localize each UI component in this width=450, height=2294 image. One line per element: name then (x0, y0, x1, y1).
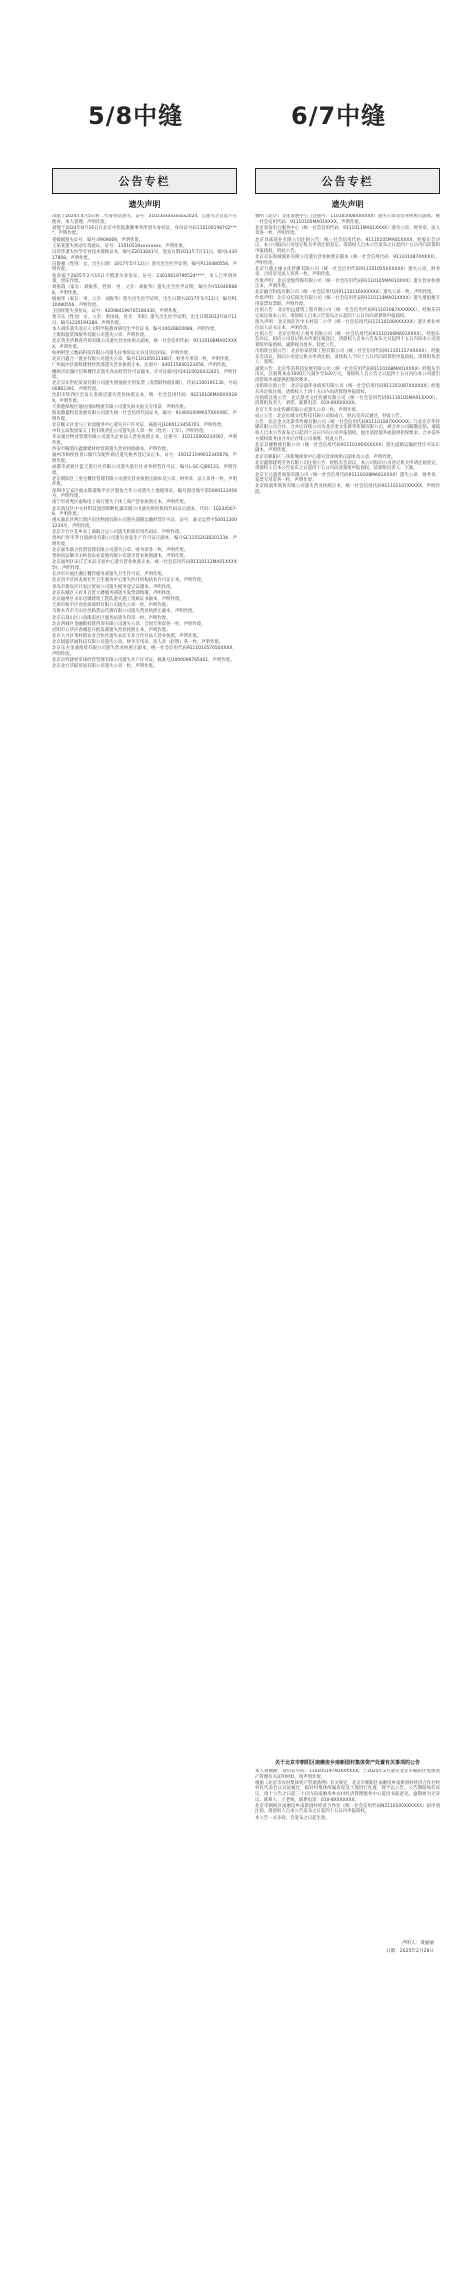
notice-item: 杨丽华（家长：男，父亲：刘振华）遗失出生医学证明，出生日期为2017年5月12日，编号P110480556，声明作废。 (52, 297, 237, 308)
notice-item: 华安福达物业管理有限公司遗失企业法人营业执照正本，注册号：310115000234567，声明作废。 (52, 435, 237, 446)
notice-item: 冯俊强（性别：女，出生日期：2017年5月12日）遗失出生医学证明，编号P110480556，声明作废。 (52, 261, 237, 273)
notice-item: 北京天华文化传播有限公司遗失公章一枚，声明作废。 (255, 407, 361, 413)
notice-item: 北京京西建材市场经营管理有限公司遗失开户许可证，核准号J1000098765401，声明作废。 (52, 658, 235, 664)
notice-item: 王国祥遗失身份证，证号：420984199705184430，声明作废。 (52, 308, 182, 314)
notice-item: 减资公告：北京华美科技发展有限公司（统一社会信用代码91110108MA01XXXX）经股东会决议，注册资本由1000万元减少至100万元，请债权人自公告之日起四十五日内向本公司提出清偿债务或提供担保的要求。 (255, 366, 440, 383)
notice-item: 广州南沙区新辉建材经营部遗失营业执照正本，注册号：440115600123456，声明作废。 (52, 363, 231, 369)
notice-item: 北京易发电力服务中心（统一社会信用代码：9111011MA01XXXX）遗失公章、财务章、法人章各一枚，声明作废。 (255, 225, 440, 237)
notice-item: 北京天元盛世商贸有限公司（统一社会信用代码91110108MA01XXXX）遗失公章、财务章、发票专用章各一枚，声明作废。 (255, 472, 440, 484)
notice-item: 北京昇威商业有限公司注销公告：统一社会信用代码：91110105MA01XXXX，经股东会决议，本公司拟向公司登记机关申请注销登记，请债权人自本公告发布之日起四十五日内向清算组申报债权，特此公告。 (255, 237, 440, 254)
notice-item: 作废声明：北京金悦传媒有限公司（统一社会信用代码91110105MA01XXXX）遗失营业执照正本，声明作废。 (255, 278, 440, 290)
left-panel-subhead: 遗失声明 (128, 200, 161, 209)
notice-item: 黄卫东（性别：女，父亲：黄国成，母亲：李娟）遗失出生医学证明，出生日期2012年8月11日，编号L230194384，声明作废。 (52, 315, 237, 326)
left-notice-body (52, 214, 237, 1894)
right-panel-header: 公告专栏 (255, 168, 440, 194)
notice-item: 遗失声明：北京海淀区中关村第二小学（统一社会信用代码12110108XXXXXX）遗失事业单位法人证书正本，声明作废。 (255, 320, 440, 331)
notice-item: 北京朝阳区三里屯餐饮管理有限公司遗失营业执照正副本及公章、财务章、法人章各一枚，声明作废。 (52, 476, 237, 488)
left-column-title: 5/8中缝 (88, 102, 184, 130)
notice-item: 深圳市宝安区福永街道和平社区股份合作公司遗失土地使用证，编号深房地字第5000123456号，声明作废。 (52, 488, 237, 500)
notice-item: 北京英杰华教育咨询有限公司遗失营业执照正副本，统一社会信用代码：91110108MA01XXXX，声明作废。 (52, 339, 237, 350)
notice-item: 吊销转注销公告：北京晨光文化传播有限公司（统一社会信用代码91110105MA01XXXX），清算组负责人：刘伟，联系电话：010-8XXXXXXX。 (255, 395, 440, 407)
notice-item: 北京市朝阳区南磨房乡南新园村经济合作社（统一社会信用代码N2110105XXXXXX）拟申请注销，请债权人自本公告发布之日起四十五日内申报债权。 (255, 1803, 440, 1815)
notice-item: 吊销转注销公告：北京安盛伟业商贸有限公司（统一社会信用代码911101087XXXXXX）经股东决定拟注销，请债权人于四十五日内向清算组申报债权。 (255, 383, 440, 395)
notice-item: 北京东方金诚商贸有限公司遗失营业执照正副本，统一社会信用代码911101057650XXXX，声明作废。 (52, 646, 237, 658)
notice-item: 乌鲁木齐市天山区丝路货运代理有限公司遗失营业执照正副本，声明作废。 (52, 609, 197, 615)
notice-item: 青岛市黄岛区开发区贸易公司遗失税务登记证副本，声明作废。 (52, 584, 175, 590)
notice-item: 姜媛媛遗失证号：编号:0909069，声明作废。 (52, 237, 144, 243)
notice-item: 本人胡洋遗失北京人文科学院教育研究生学位证书，编号10028820088，声明作废。 (52, 326, 219, 332)
notice-item: 西安市雁塔区鑫源建材经营部遗失营业执照副本，声明作废。 (52, 447, 171, 452)
notice-item: 北京嘉华联合投资管理有限公司遗失公章、财务章各一枚，声明作废。 (52, 548, 189, 554)
notice-item: 北京昌平区回龙观社区卫生服务中心遗失医疗机构执业许可证正本，声明作废。 (52, 578, 206, 584)
notice-item: 杭州阿里云数码科技有限公司遗失民事诉讼文书及送达回证，声明作废。 (52, 350, 193, 356)
notice-item: 北京鑫源建筑劳务有限公司注销公告：经股东会决议，本公司拟向公司登记机关申请注销登记，请债权人自本公告发布之日起四十五日内向清算组申报债权。清算组负责人：王强。 (255, 460, 440, 472)
notice-item: 上海海盈装饰服务有限公司遗失公章，声明作废。 (52, 333, 149, 338)
right-notice-column (255, 168, 440, 1955)
notice-item: 长沙市开福区湘江餐饮服务部遗失卫生许可证，声明作废。 (52, 572, 167, 578)
notice-item: 北京石景山区八角街道社区服务站遗失印章一枚，声明作废。 (52, 615, 171, 621)
notice-item: 张春霞于2025年2月15日不慎遗失身份证，证号：23010619790524****，本人已申请补领，原证作废。 (52, 273, 237, 285)
notice-item: 北京通州区宋庄艺术品交易中心遗失营业执照正本，统一社会信用代码91110112MA01XXXX5Y，声明作废。 (52, 560, 237, 571)
notice-item: 北京融合科技有限公司（统一社会信用代码91110116XXXXXX）遗失公章一枚，声明作废。 (255, 290, 436, 296)
notice-item: 成都市武侯区蓝天旅行社有限公司遗失旅行社业务经营许可证，编号L-SC-CJ00123，声明作废。 (52, 464, 237, 476)
notice-item: 贵州省安顺市关岭县农业发展有限公司遗失营业执照副本，声明作废。 (52, 554, 189, 560)
notice-item: 北京京东海域商业有限公司遗失营业执照正副本（统一社会信用代码：911101087XXXXX），声明作废。 (255, 254, 440, 266)
notice-item: 注销公告：北京京铁电子商务有限公司（统一社会信用代码91110106MA01XXXX），经股东会决议，拟向公司登记机关申请注销登记，请债权人自本公告发布之日起四十五日内向本公司清算组申报债权，逾期视为放弃。特此公告。 (255, 331, 440, 348)
signature-name: 声明人：黄丽丽 (401, 1941, 434, 1946)
notice-item: 北京百鑫合一置业有限公司遗失公章，编号1101050313867，财务专用章一枚，声明作废。 (52, 357, 234, 363)
notice-item: 田晶于2024年4月5日将二代身份证遗失，证号：310230xxxxxxxx2024，自遗失之日起不在使用，本人管理，声明作废。 (52, 214, 237, 225)
notice-item: 北京市朝阳区三环新城商贸中心遗失营业执照正副本及公章，声明作废。 (255, 454, 396, 460)
notice-item: 北京大兴区黄村镇农业合作社遗失农民专业合作社法人营业执照，声明作废。 (52, 634, 202, 640)
notice-item: 沈阳市铁西区宏发五金商店遗失营业执照正本，统一社会信用代码：92210106MA0XXX28X，声明作废。 (52, 393, 237, 404)
notice-item: 雅明（北京）文化发展中心（注册号：110105008XXXXXX）遗失公章及营业执照正副本，统一社会信用代码：91110105MA01XXXX，声明作废。 (255, 214, 440, 225)
left-panel-header: 公告专栏 (52, 168, 237, 194)
signature-date: 日期：2025年2月28日 (385, 1949, 434, 1954)
notice-item: 郴州市北湖区信和餐饮店遗失食品经营许可证副本，许可证编号JY24310020432421，声明作废。 (52, 369, 237, 381)
right-panel-subhead: 遗失声明 (331, 200, 364, 209)
notice-item: 贵州仁怀市茅台镇酒业有限公司遗失食品生产许可证正副本，编号SC11552038201234，声明作废。 (52, 536, 237, 547)
notice-item: 天津港保税区通达国际物流有限公司遗失海关报关专用章，声明作废。 (52, 404, 189, 410)
right-column-title: 6/7中缝 (291, 102, 387, 130)
notice-item: 北京北方华联贸易有限公司遗失公章一枚，声明作废。 (52, 664, 158, 670)
notice-item: 北京九鼎之缘文化传播有限公司（统一社会信用代码911101055XXXXXX）遗失公章、财务章、合同章及法人章各一枚，声明作废。 (255, 266, 440, 278)
notice-item: 公告：北京金文化新华传媒有限公司（统一社会信用代码911101087XXXXXX）与北京京华传媒有限公司合并，合并后存续公司为北京金文化新华传媒有限公司，被合并公司解散注销。请债权人自本公告发布之日起四十五日内向公司申报债权，提出清偿债务或提供担保要求。合并前各方债权债务由合并后存续公司承继。特此公告。 (255, 419, 440, 442)
right-section2-title: 关于北京市朝阳区南磨房乡南新园村集体资产处置有关事项的公告 (274, 1760, 420, 1766)
notice-item: 冯伟华遗失医学专业技术资格证书，编号Z2013041号，签发日期2013年7月11日，编号L43017808，声明作废。 (52, 249, 237, 261)
notice-item: 刘建于2024年8月16日在北京中医院康顺事务所遗失身份证，身份证号码110106198702****，声明作废。 (52, 225, 237, 237)
notice-item: 王某某遗失机动车驾驶证，证号：11010519xxxxxxxx，声明作废。 (52, 243, 188, 249)
notice-item: 北京顺义区金马工业园服务中心遗失开户许可证，核准号J1000123456701，声明作废。 (52, 422, 226, 428)
notice-item: 昆明市五华区春城花卉批发部遗失营业执照正本，声明作废。 (52, 627, 171, 633)
notice-item: 北京海淀区中关村科技园创新孵化器有限公司遗失组织机构代码证正副本，代码：10234567-8，声明作废。 (52, 506, 237, 518)
notice-item: 根据《北京市农村集体资产管理条例》有关规定，北京市朝阳区南磨房乡南新园村经济合作社经村民代表会议讨论通过，拟对村集体所属房屋及土地进行处置，现予以公告。公告期间如有异议，请于公告之日起三十日内向南磨房乡农村经济管理服务中心提出书面意见。逾期视为无异议。联系人：王老师，联系电话：010-8XXXXXXX。 (255, 1780, 440, 1803)
notice-item: 北京国盛华通科技有限公司遗失公章、财务专用章、法人章（赵明）各一枚，声明作废。 (52, 640, 224, 646)
notice-item: 北京东城区王府井百货大楼服务部遗失发票领购簿，声明作废。 (52, 590, 175, 596)
notice-item: 中铁五局集团第五工程有限责任公司遗失法人章一枚（姓名：王军），声明作废。 (52, 429, 208, 435)
notice-item: 北京丰台区花乡农工商联合总公司遗失机构信用代码证，声明作废。 (52, 530, 184, 536)
notice-item: 海南鼎盛科技发展有限公司遗失统一社会信用代码证书，编号：91460100MA5TXXXX8C，声明作废。 (52, 411, 237, 422)
notice-item: 注销公告：北京恒远建筑工程有限公司（统一社会信用代码911101087XXXXXX），经股东决定拟注销本公司，请债权人自本公告发布之日起四十五日内向清算组申报债权。 (255, 308, 440, 319)
notice-item: 北京京城物流有限公司（统一社会信用代码91110106XXXXXX）遗失道路运输经营许可证正副本，声明作废。 (255, 442, 440, 454)
notice-item: 北京京东世纪贸易有限公司遗失增值税专用发票（发票联和抵扣联），代码1100191130，号码00862391，声明作废。 (52, 381, 237, 392)
notice-item: 北京海润华商贸有限公司遗失营业执照正本，统一社会信用代码911101147XXXXX，声明作废。 (255, 484, 440, 495)
notice-item: 北京通州区永乐店镇建筑工程队遗失施工资质证书副本，声明作废。 (52, 596, 184, 602)
notice-item: 重庆渝北区两江新区信达物流有限公司遗失道路运输经营许可证，证号：渝交运管字500112001234号，声明作废。 (52, 518, 237, 529)
notice-item: 刘振霞（家长：刘振伟，性别：男，父亲：刘振华）遗失出生医学证明，编号为Y110406888，声明作废。 (52, 285, 237, 296)
notice-item: 南宁市青秀区嘉和电子商行遗失个体工商户营业执照正本，声明作废。 (52, 500, 189, 506)
left-notice-column (52, 168, 237, 1894)
right-notice-body (255, 214, 440, 1754)
notice-item: 作废声明：北京众信阳光有限公司（统一社会信用代码91110114MA01XXXX）遗失增值税专用发票发票联，声明作废。 (255, 296, 440, 308)
right-section2-body (255, 1769, 440, 1939)
notice-item: 本人黄丽丽，身份证号码：110105197X0XXXXXX，于2025年2月遗失北京市朝阳区集体资产管理有关证明材料，现声明作废。 (255, 1769, 440, 1780)
notice-item: 天津市和平区劝业场商贸有限公司遗失公章一枚，声明作废。 (52, 603, 171, 609)
notice-item: 吊销转注销公告：北京恒泰装饰工程有限公司（统一社会信用代码911101157XXXXX），经股东会决议，拟向公司登记机关申请注销，请债权人于四十五日内向清算组申报债权。清算组负责人：张明。 (255, 349, 440, 366)
notice-item: 北京西城区金融街投资咨询有限公司遗失公章、合同专用章各一枚，声明作废。 (52, 621, 206, 627)
notice-item: 福州市闽侯县青口镇汽车配件商店遗失税务登记证正本，证号：350121199012345678，声明作废。 (52, 453, 237, 464)
notice-item: 本公告一式多份，自发布之日起生效。 (255, 1815, 330, 1821)
notice-item: 成立公告：北京长城文化科技有限公司拟成立，股东会决议通过，特此公告。 (255, 413, 405, 419)
